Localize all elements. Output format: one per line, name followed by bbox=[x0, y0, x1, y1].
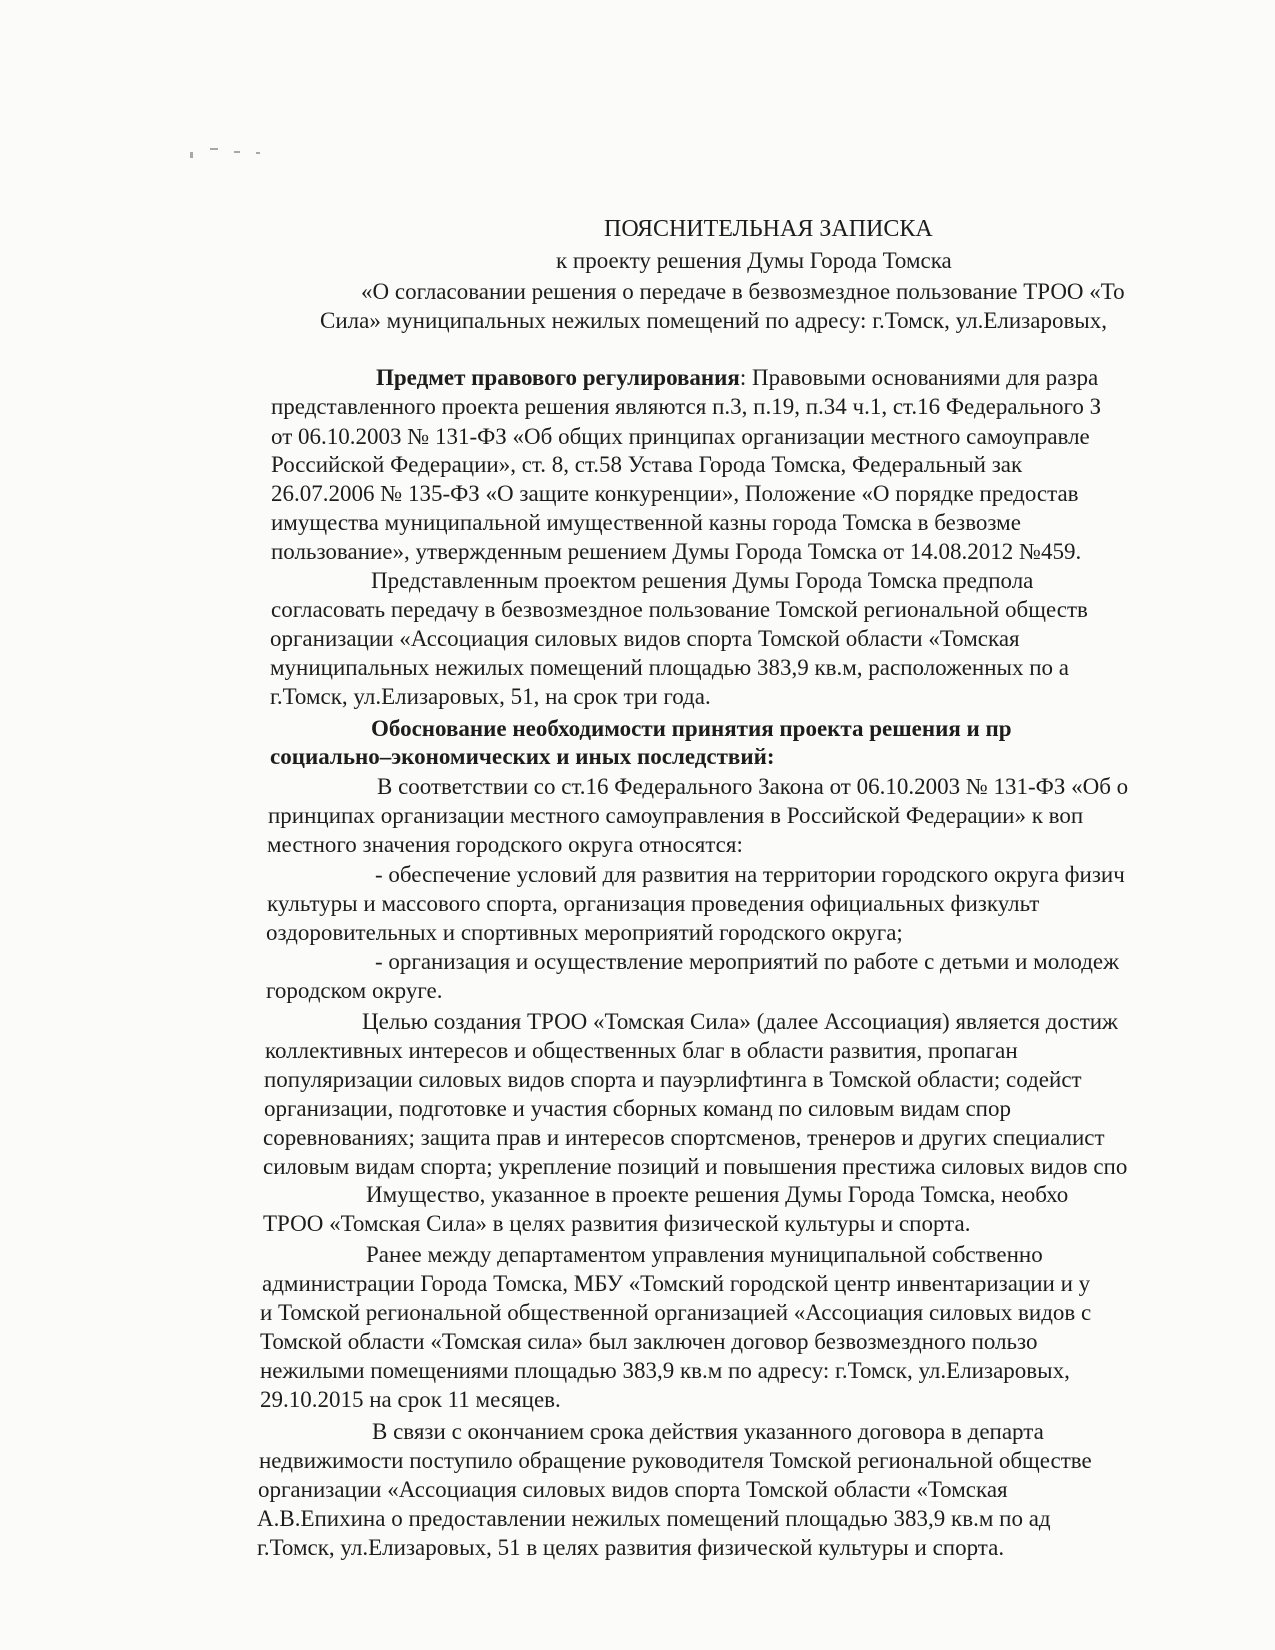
body-line bbox=[271, 509, 1021, 537]
body-line bbox=[271, 596, 1088, 624]
line-text: нежилыми помещениями площадью 383,9 кв.м по адресу: г.Томск, ул.Елизаровых, bbox=[260, 1358, 1070, 1383]
document-topic-line-2: Сила» муниципальных нежилых помещений по адресу: г.Томск, ул.Елизаровых, bbox=[320, 308, 1108, 333]
line-text: Томской области «Томская сила» был заключен договор безвозмездного пользо bbox=[260, 1329, 1038, 1354]
body-line bbox=[271, 538, 1081, 566]
body-line bbox=[271, 393, 1101, 421]
bold-heading: Предмет правового регулирования bbox=[376, 365, 740, 390]
line-text: А.В.Епихина о предоставлении нежилых помещений площадью 383,9 кв.м по ад bbox=[257, 1506, 1051, 1531]
line-text: Имущество, указанное в проекте решения Думы Города Томска, необхо bbox=[366, 1182, 1069, 1207]
body-line bbox=[260, 1328, 1038, 1356]
line-text: В соответствии со ст.16 Федерального Закона от 06.10.2003 № 131-ФЗ «Об о bbox=[377, 774, 1129, 799]
body-line bbox=[260, 1299, 1091, 1327]
scan-marks bbox=[190, 148, 270, 160]
line-text: имущества муниципальной имущественной казны города Томска в безвозме bbox=[271, 510, 1021, 535]
line-text: местного значения городского округа относятся: bbox=[267, 832, 743, 857]
body-line bbox=[264, 1095, 1011, 1123]
body-line bbox=[257, 1505, 1051, 1533]
body-line bbox=[372, 1418, 1044, 1446]
body-line bbox=[260, 1357, 1070, 1385]
line-text: соревнованиях; защита прав и интересов спортсменов, тренеров и других специалист bbox=[263, 1125, 1105, 1150]
body-line bbox=[268, 802, 1083, 830]
body-line bbox=[266, 977, 442, 1005]
body-line bbox=[260, 1386, 561, 1414]
line-text: организации «Ассоциация силовых видов спорта Томской области «Томская bbox=[258, 1477, 1008, 1502]
line-text: коллективных интересов и общественных благ в области развития, пропаган bbox=[265, 1038, 1018, 1063]
bold-heading: социально–экономических и иных последствий: bbox=[270, 744, 775, 769]
body-line bbox=[371, 715, 1012, 743]
body-line bbox=[258, 1476, 1008, 1504]
body-line bbox=[271, 423, 1090, 451]
body-line bbox=[265, 1037, 1018, 1065]
body-line bbox=[262, 1270, 1090, 1298]
body-line bbox=[376, 364, 1098, 392]
line-text: городском округе. bbox=[266, 978, 443, 1003]
line-text: муниципальных нежилых помещений площадью 383,9 кв.м, расположенных по а bbox=[270, 655, 1069, 680]
line-text: организации «Ассоциация силовых видов спорта Томской области «Томская bbox=[270, 626, 1020, 651]
line-text: 29.10.2015 на срок 11 месяцев. bbox=[260, 1387, 561, 1412]
line-text: Целью создания ТРОО «Томская Сила» (далее Ассоциация) является достиж bbox=[362, 1009, 1118, 1034]
line-text: представленного проекта решения являются п.3, п.19, п.34 ч.1, ст.16 Федерального З bbox=[271, 394, 1102, 419]
body-line bbox=[371, 567, 1033, 595]
body-line bbox=[271, 451, 1022, 479]
body-line bbox=[267, 831, 743, 859]
body-line bbox=[266, 919, 903, 947]
line-text: : Правовыми основаниями для разра bbox=[739, 365, 1099, 390]
body-line bbox=[377, 773, 1128, 801]
body-line bbox=[375, 948, 1119, 976]
line-text: - обеспечение условий для развития на территории городского округа физич bbox=[375, 862, 1125, 887]
body-line bbox=[263, 1153, 1127, 1181]
bold-heading: Обоснование необходимости принятия проекта решения и пр bbox=[371, 716, 1012, 741]
line-text: Представленным проектом решения Думы Города Томска предпола bbox=[371, 568, 1034, 593]
line-text: г.Томск, ул.Елизаровых, 51, на срок три года. bbox=[270, 684, 711, 709]
line-text: 26.07.2006 № 135-ФЗ «О защите конкуренции», Положение «О порядке предостав bbox=[271, 481, 1079, 506]
document-subtitle: к проекту решения Думы Города Томска bbox=[556, 248, 952, 273]
line-text: принципах организации местного самоуправления в Российской Федерации» к воп bbox=[268, 803, 1084, 828]
body-line bbox=[263, 1124, 1105, 1152]
document-topic-line-1: «О согласовании решения о передаче в безвозмездное пользование ТРОО «То bbox=[361, 279, 1125, 304]
body-line bbox=[257, 1534, 1004, 1562]
line-text: недвижимости поступило обращение руководителя Томской региональной обществе bbox=[259, 1448, 1092, 1473]
body-line bbox=[270, 743, 774, 771]
body-line bbox=[271, 480, 1079, 508]
body-line bbox=[259, 1447, 1092, 1475]
body-line bbox=[366, 1241, 1043, 1269]
line-text: Ранее между департаментом управления муниципальной собственно bbox=[366, 1242, 1043, 1267]
line-text: Российской Федерации», ст. 8, ст.58 Устава Города Томска, Федеральный зак bbox=[271, 452, 1023, 477]
line-text: г.Томск, ул.Елизаровых, 51 в целях развития физической культуры и спорта. bbox=[257, 1535, 1005, 1560]
line-text: ТРОО «Томская Сила» в целях развития физической культуры и спорта. bbox=[263, 1211, 971, 1236]
body-line bbox=[270, 683, 711, 711]
body-line bbox=[264, 1066, 1082, 1094]
line-text: культуры и массового спорта, организация проведения официальных физкульт bbox=[267, 891, 1040, 916]
line-text: В связи с окончанием срока действия указанного договора в департа bbox=[372, 1419, 1044, 1444]
line-text: популяризации силовых видов спорта и пауэрлифтинга в Томской области; содейст bbox=[264, 1067, 1082, 1092]
body-line bbox=[270, 654, 1069, 682]
line-text: пользование», утвержденным решением Думы Города Томска от 14.08.2012 №459. bbox=[271, 539, 1082, 564]
body-line bbox=[270, 625, 1020, 653]
line-text: от 06.10.2003 № 131-ФЗ «Об общих принципах организации местного самоуправле bbox=[271, 424, 1090, 449]
body-line bbox=[267, 890, 1039, 918]
line-text: - организация и осуществление мероприятий по работе с детьми и молодеж bbox=[375, 949, 1120, 974]
line-text: согласовать передачу в безвозмездное пользование Томской региональной обществ bbox=[271, 597, 1088, 622]
line-text: и Томской региональной общественной организацией «Ассоциация силовых видов с bbox=[260, 1300, 1092, 1325]
body-line bbox=[375, 861, 1125, 889]
line-text: оздоровительных и спортивных мероприятий городского округа; bbox=[266, 920, 903, 945]
line-text: силовым видам спорта; укрепление позиций и повышения престижа силовых видов спо bbox=[263, 1154, 1128, 1179]
document-title: ПОЯСНИТЕЛЬНАЯ ЗАПИСКА bbox=[604, 216, 933, 242]
line-text: администрации Города Томска, МБУ «Томский городской центр инвентаризации и у bbox=[262, 1271, 1091, 1296]
body-line bbox=[263, 1210, 970, 1238]
line-text: организации, подготовке и участия сборных команд по силовым видам спор bbox=[264, 1096, 1011, 1121]
body-line bbox=[366, 1181, 1068, 1209]
body-line bbox=[362, 1008, 1118, 1036]
